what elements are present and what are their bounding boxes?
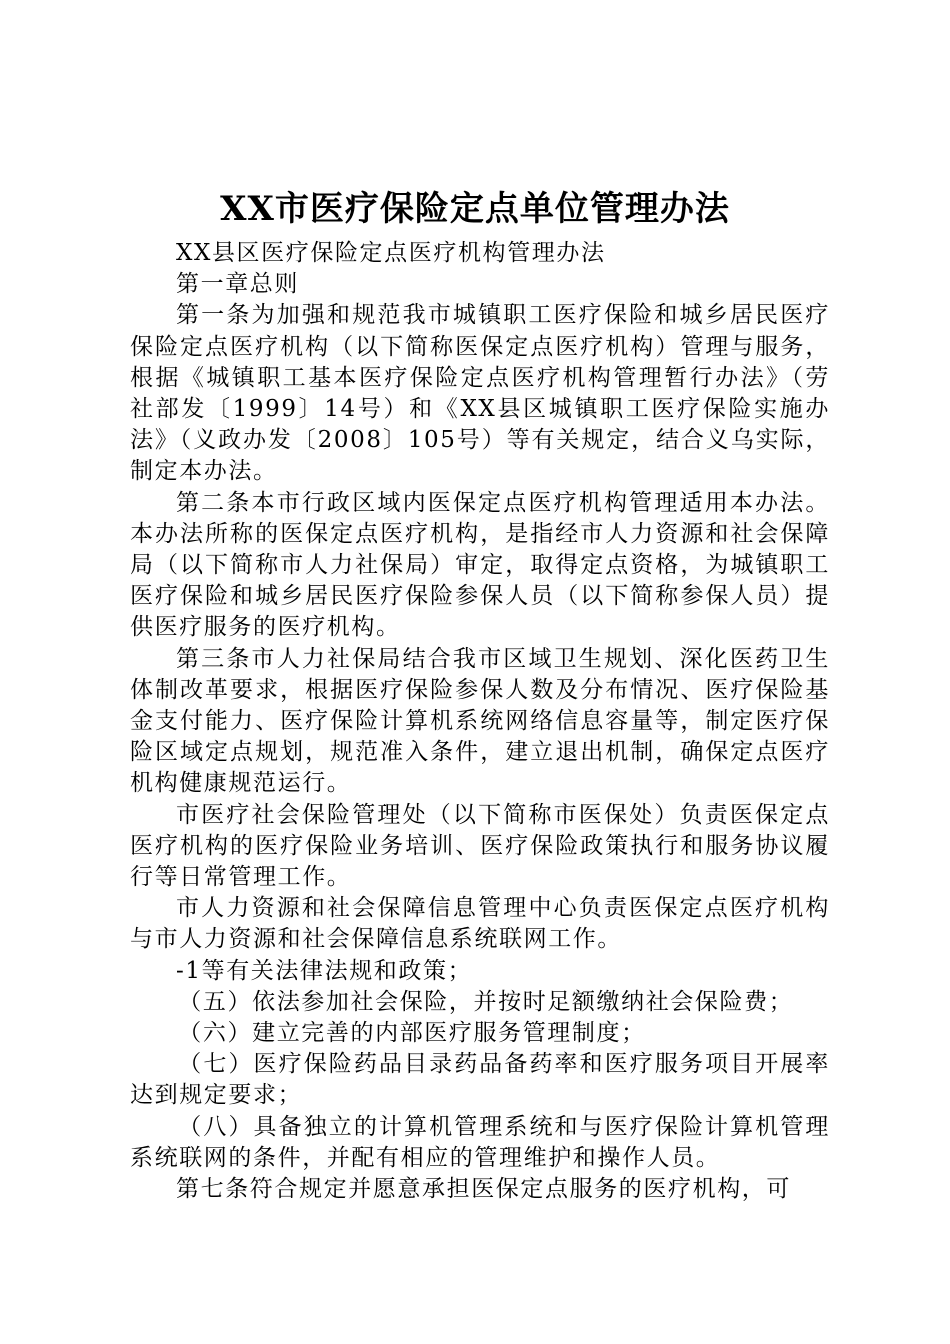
medical-insurance-office-paragraph: 市医疗社会保险管理处（以下简称市医保处）负责医保定点医疗机构的医疗保险业务培训、医疗保险政策执行和服务协议履行等日常管理工作。	[130, 801, 830, 891]
document-title: XX市医疗保险定点单位管理办法	[220, 189, 730, 229]
item-6-paragraph: （六）建立完善的内部医疗服务管理制度；	[178, 1020, 646, 1047]
article-1-paragraph: 第一条为加强和规范我市城镇职工医疗保险和城乡居民医疗保险定点医疗机构（以下简称医保定点医疗机构）管理与服务，根据《城镇职工基本医疗保险定点医疗机构管理暂行办法》（劳社部发〔1999〕14号）和《XX县区城镇职工医疗保险实施办法》（义政办发〔2008〕105号）等有关规定，结合义乌实际，制定本办法。	[130, 302, 830, 485]
document-body	[130, 238, 830, 1205]
laws-policies-paragraph: -1等有关法律法规和政策；	[176, 957, 473, 984]
info-center-paragraph: 市人力资源和社会保障信息管理中心负责医保定点医疗机构与市人力资源和社会保障信息系统联网工作。	[130, 895, 830, 953]
chapter-heading: 第一章总则	[176, 271, 299, 298]
subtitle-paragraph: XX县区医疗保险定点医疗机构管理办法	[176, 240, 606, 266]
article-7-paragraph: 第七条符合规定并愿意承担医保定点服务的医疗机构，可	[176, 1176, 791, 1203]
item-8-paragraph: （八）具备独立的计算机管理系统和与医疗保险计算机管理系统联网的条件，并配有相应的管理维护和操作人员。	[130, 1113, 830, 1171]
article-2-paragraph: 第二条本市行政区域内医保定点医疗机构管理适用本办法。本办法所称的医保定点医疗机构，是指经市人力资源和社会保障局（以下简称市人力社保局）审定，取得定点资格，为城镇职工医疗保险和城乡居民医疗保险参保人员（以下简称参保人员）提供医疗服务的医疗机构。	[130, 489, 830, 641]
article-3-paragraph: 第三条市人力社保局结合我市区域卫生规划、深化医药卫生体制改革要求，根据医疗保险参保人数及分布情况、医疗保险基金支付能力、医疗保险计算机系统网络信息容量等，制定医疗保险区域定点规划，规范准入条件，建立退出机制，确保定点医疗机构健康规范运行。	[130, 645, 830, 797]
item-7-paragraph: （七）医疗保险药品目录药品备药率和医疗服务项目开展率达到规定要求；	[130, 1051, 830, 1109]
item-5-paragraph: （五）依法参加社会保险，并按时足额缴纳社会保险费；	[178, 988, 794, 1015]
